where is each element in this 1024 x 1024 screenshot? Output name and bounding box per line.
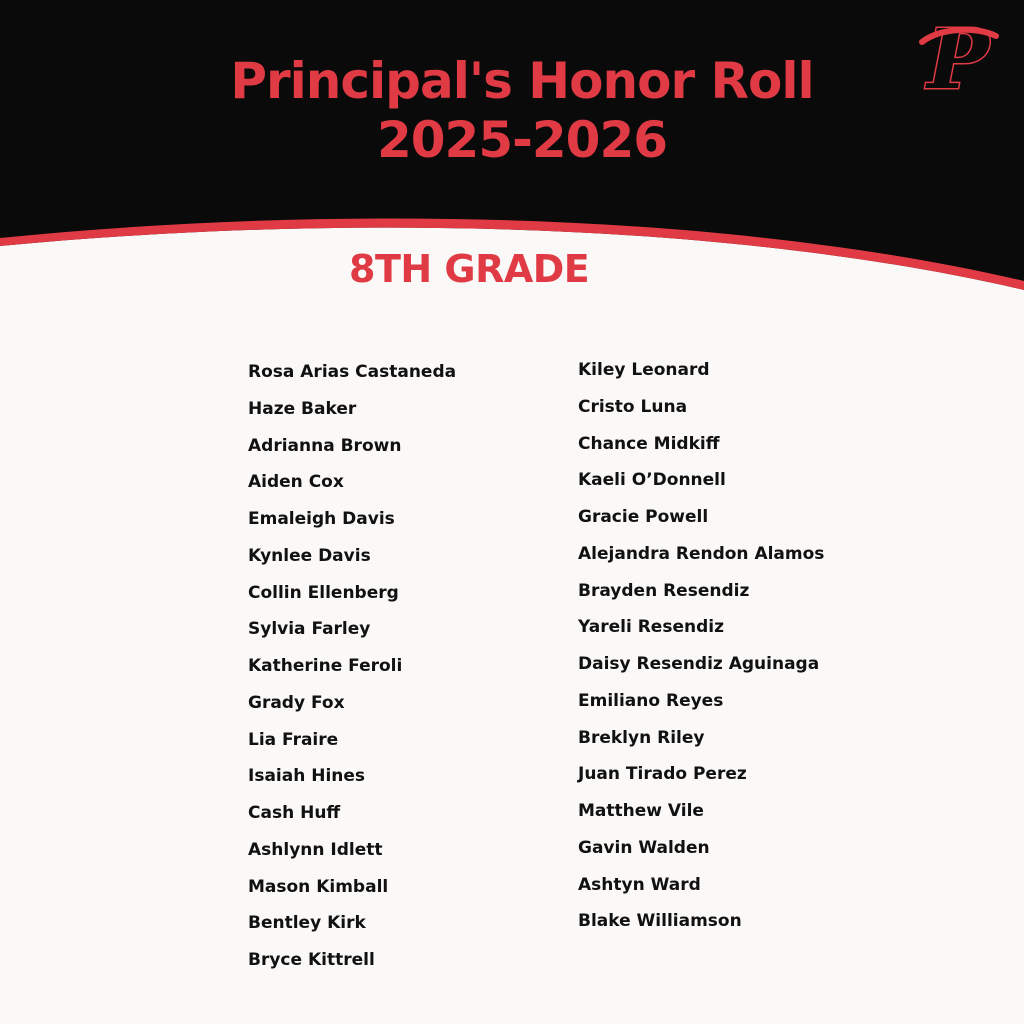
list-item: Collin Ellenberg <box>248 582 399 603</box>
list-item: Bryce Kittrell <box>248 950 375 970</box>
list-item: Cash Huff <box>248 803 341 823</box>
list-item: Gavin Walden <box>578 837 710 858</box>
list-item: Ashtyn Ward <box>578 874 701 895</box>
list-item: Sylvia Farley <box>248 619 371 640</box>
school-logo-p-icon <box>916 20 1000 96</box>
list-item: Brayden Resendiz <box>578 580 750 601</box>
list-item: Yareli Resendiz <box>578 617 724 638</box>
list-item: Daisy Resendiz Aguinaga <box>578 654 820 674</box>
page-title: Principal's Honor Roll <box>230 52 814 110</box>
list-item: Kiley Leonard <box>578 360 710 380</box>
list-item: Chance Midkiff <box>578 433 720 454</box>
list-item: Emiliano Reyes <box>578 690 724 711</box>
list-item: Grady Fox <box>248 692 345 713</box>
list-item: Gracie Powell <box>578 507 709 527</box>
list-item: Matthew Vile <box>578 801 704 821</box>
section-heading: 8TH GRADE <box>349 247 590 291</box>
list-item: Cristo Luna <box>578 396 688 417</box>
page-title-year: 2025-2026 <box>376 111 668 169</box>
list-item: Breklyn Riley <box>578 727 705 748</box>
names-list-left <box>248 361 456 986</box>
list-item: Isaiah Hines <box>248 766 366 787</box>
names-list-right <box>578 359 824 947</box>
list-item: Adrianna Brown <box>248 435 402 456</box>
list-item: Katherine Feroli <box>248 656 403 676</box>
list-item: Juan Tirado Perez <box>578 764 747 785</box>
list-item: Emaleigh Davis <box>248 509 395 529</box>
list-item: Kynlee Davis <box>248 545 371 566</box>
list-item: Ashlynn Idlett <box>248 839 383 860</box>
list-item: Lia Fraire <box>248 729 339 750</box>
list-item: Alejandra Rendon Alamos <box>578 543 825 564</box>
list-item: Haze Baker <box>248 398 357 419</box>
list-item: Aiden Cox <box>248 472 344 493</box>
list-item: Kaeli O’Donnell <box>578 470 726 491</box>
list-item: Bentley Kirk <box>248 913 366 934</box>
list-item: Blake Williamson <box>578 911 742 932</box>
list-item: Rosa Arias Castaneda <box>248 362 457 382</box>
svg-text:P: P <box>927 20 989 96</box>
list-item: Mason Kimball <box>248 876 389 897</box>
